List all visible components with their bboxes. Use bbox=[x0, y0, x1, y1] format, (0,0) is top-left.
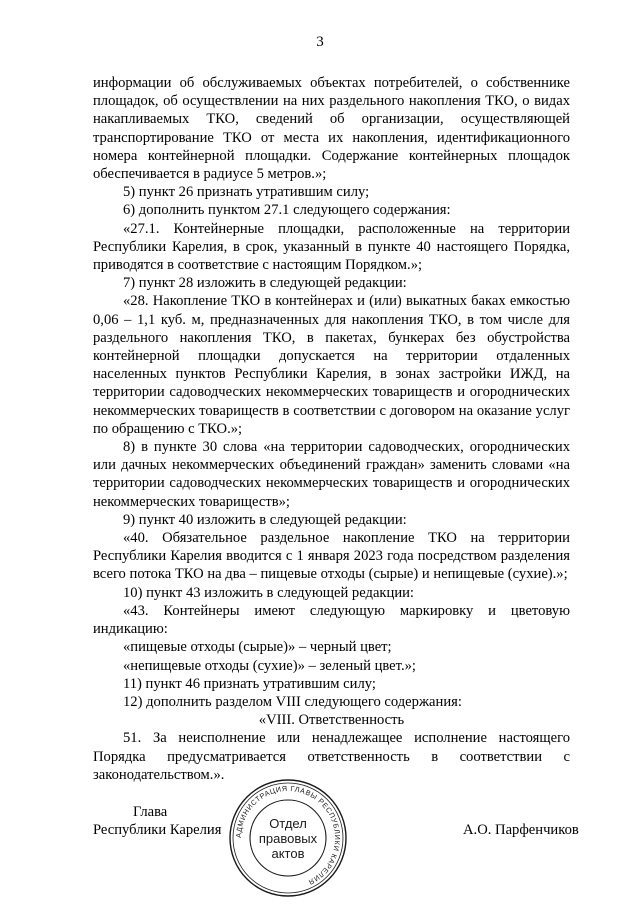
paragraph: информации об обслуживаемых объектах потребителей, о собственнике площадок, об осуществлении на них раздельного накопления ТКО, о видах накапливаемых ТКО, сведений об организации, осуществляющей транспортирование ТКО от места их накопления, идентификационного номера контейнерной площадки. Содержание контейнерных площадок обеспечивается в радиусе 5 метров.»; bbox=[93, 75, 570, 183]
signature-title bbox=[93, 803, 233, 839]
stamp-line-3: актов bbox=[271, 846, 305, 861]
paragraph: «непищевые отходы (сухие)» – зеленый цвет.»; bbox=[123, 657, 416, 674]
signature-title-line2: Республики Карелия bbox=[93, 822, 222, 838]
signature-name: А.О. Парфенчиков bbox=[463, 822, 579, 838]
page-number: 3 bbox=[316, 34, 324, 50]
paragraph: 11) пункт 46 признать утратившим силу; bbox=[123, 675, 376, 692]
paragraph: 12) дополнить разделом VIII следующего содержания: bbox=[123, 693, 462, 710]
paragraph: 5) пункт 26 признать утратившим силу; bbox=[123, 184, 370, 201]
paragraph: 10) пункт 43 изложить в следующей редакции: bbox=[123, 584, 414, 601]
paragraph: «пищевые отходы (сырые)» – черный цвет; bbox=[123, 639, 392, 656]
stamp-ring-text: АДМИНИСТРАЦИЯ ГЛАВЫ РЕСПУБЛИКИ КАРЕЛИЯ bbox=[233, 783, 343, 887]
paragraph: 7) пункт 28 изложить в следующей редакции: bbox=[123, 275, 407, 292]
document-body bbox=[93, 74, 570, 784]
paragraph: 6) дополнить пунктом 27.1 следующего содержания: bbox=[123, 202, 451, 219]
official-stamp bbox=[226, 776, 350, 900]
paragraph: «27.1. Контейнерные площадки, расположенные на территории Республики Карелия, в срок, указанный в пункте 40 настоящего Порядка, приводятся в соответствие с настоящим Порядком.»; bbox=[93, 220, 570, 274]
stamp-line-2: правовых bbox=[258, 831, 318, 846]
paragraph: 8) в пункте 30 слова «на территории садоводческих, огороднических или дачных некоммерческих объединений граждан» заменить словами «на территории садоводческих некоммерческих товариществ и огороднических некоммерческих товариществ»; bbox=[93, 439, 570, 510]
stamp-line-1: Отдел bbox=[269, 816, 307, 831]
paragraph: «28. Накопление ТКО в контейнерах и (или) выкатных баках емкостью 0,06 – 1,1 куб. м, предназначенных для накопления ТКО, в том числе для раздельного накопления ТКО, в пакетах, бункерах без обустройства контейнерной площадки допускается на территории отдаленных населенных пунктов Республики Карелия, в зонах застройки ИЖД, на территории садоводческих некоммерческих товариществ и огороднических некоммерческих товариществ в соответствии с договором на оказание услуг по обращению с ТКО.»; bbox=[93, 293, 570, 437]
paragraph: 51. За неисполнение или ненадлежащее исполнение настоящего Порядка предусматривается ответственность в соответствии с законодательством.». bbox=[93, 730, 570, 783]
signature-title-line1: Глава bbox=[133, 804, 168, 820]
paragraph: «VIII. Ответственность bbox=[258, 712, 405, 729]
paragraph: «40. Обязательное раздельное накопление ТКО на территории Республики Карелия вводится с 1 января 2023 года посредством разделения всего потока ТКО на два – пищевые отходы (сырые) и непищевые (сухие).»; bbox=[93, 530, 570, 583]
paragraph: «43. Контейнеры имеют следующую маркировку и цветовую индикацию: bbox=[93, 602, 570, 638]
paragraph: 9) пункт 40 изложить в следующей редакции: bbox=[123, 511, 407, 528]
